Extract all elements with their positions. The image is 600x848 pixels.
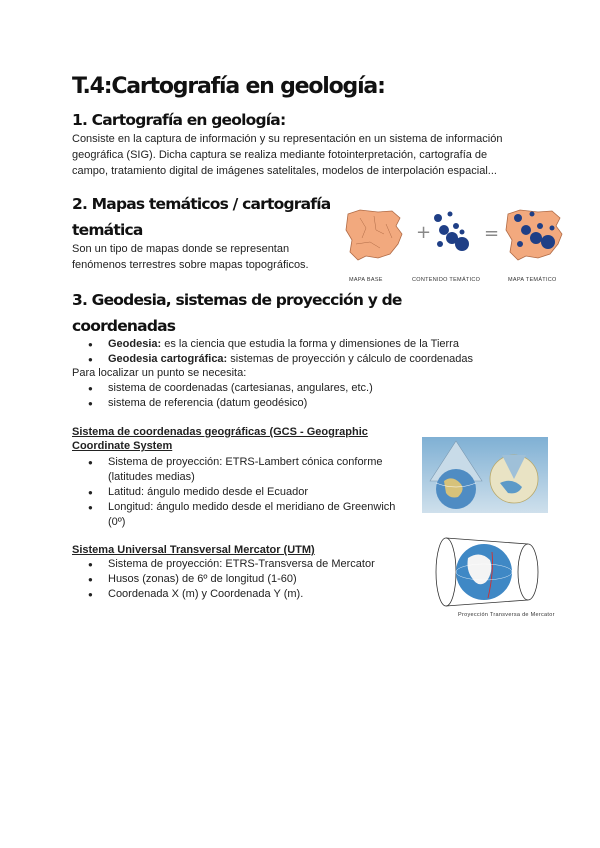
paragraph-line: campo, tratamiento digital de imágenes satelitales, modelos de interpolación espacial...: [72, 165, 497, 177]
list-item: ● Coordenada X (m) y Coordenada Y (m).: [72, 587, 375, 602]
geodesy-definitions-list: [72, 337, 473, 367]
caption-thematic-content: CONTENIDO TEMÁTICO: [412, 277, 481, 283]
list-item: ● Latitud: ángulo medido desde el Ecuador: [72, 485, 402, 500]
section-1-heading: 1. Cartografía en geología:: [72, 111, 286, 129]
list-item: ● sistema de referencia (datum geodésico): [72, 396, 373, 411]
list-item: ● Longitud: ángulo medido desde el meridiano de Greenwich (0º): [72, 500, 402, 530]
list-item: ● sistema de coordenadas (cartesianas, angulares, etc.): [72, 381, 373, 396]
requirements-list: [72, 381, 373, 411]
caption-base-map: MAPA BASE: [349, 277, 383, 283]
heading-line: coordenadas: [72, 317, 176, 335]
base-map-icon: [346, 210, 402, 260]
transverse-cylinder-icon: [432, 532, 552, 612]
caption-thematic-map: MAPA TEMÁTICO: [508, 277, 557, 283]
section-3-heading: [72, 287, 402, 339]
utm-title: Sistema Universal Transversal Mercator (UTM): [72, 544, 315, 556]
heading-line: temática: [72, 221, 143, 239]
paragraph-line: Consiste en la captura de información y su representación en un sistema de información: [72, 133, 503, 145]
utm-list: [72, 557, 375, 602]
thematic-result-icon: [506, 210, 562, 260]
globe-cone-icon: [422, 437, 548, 513]
plus-sign: +: [416, 222, 432, 243]
section-2-paragraph: [72, 241, 309, 273]
conic-projection-image: [422, 437, 548, 513]
list-item: ● Sistema de proyección: ETRS-Transversa de Mercator: [72, 557, 375, 572]
paragraph-line: geográfica (SIG). Dicha captura se realiza mediante fotointerpretación, cartografía de: [72, 149, 488, 161]
locate-point-intro: Para localizar un punto se necesita:: [72, 367, 247, 379]
equals-sign: =: [484, 223, 500, 244]
list-item: ● Sistema de proyección: ETRS-Lambert cónica conforme (latitudes medias): [72, 455, 402, 485]
thematic-map-figure-icon: [340, 204, 570, 286]
gcs-title: Sistema de coordenadas geográficas (GCS - Geographic Coordinate System: [72, 426, 368, 452]
heading-line: 3. Geodesia, sistemas de proyección y de: [72, 291, 402, 309]
paragraph-line: Son un tipo de mapas donde se representan: [72, 243, 290, 255]
thematic-map-figure: [340, 204, 570, 286]
thematic-content-icon: [434, 212, 469, 252]
utm-caption: Proyección Transversa de Mercator: [458, 612, 555, 618]
page-title: T.4:Cartografía en geología:: [72, 74, 385, 99]
list-item: ● Husos (zonas) de 6º de longitud (1-60): [72, 572, 375, 587]
list-item: ● Geodesia: es la ciencia que estudia la forma y dimensiones de la Tierra: [72, 337, 473, 352]
gcs-list: [72, 455, 402, 530]
paragraph-line: fenómenos terrestres sobre mapas topográficos.: [72, 259, 309, 271]
section-2-heading: [72, 191, 330, 243]
heading-line: 2. Mapas temáticos / cartografía: [72, 195, 331, 213]
list-item: ● Geodesia cartográfica: sistemas de proyección y cálculo de coordenadas: [72, 352, 473, 367]
section-1-paragraph: [72, 131, 502, 179]
utm-projection-image: [432, 532, 552, 612]
